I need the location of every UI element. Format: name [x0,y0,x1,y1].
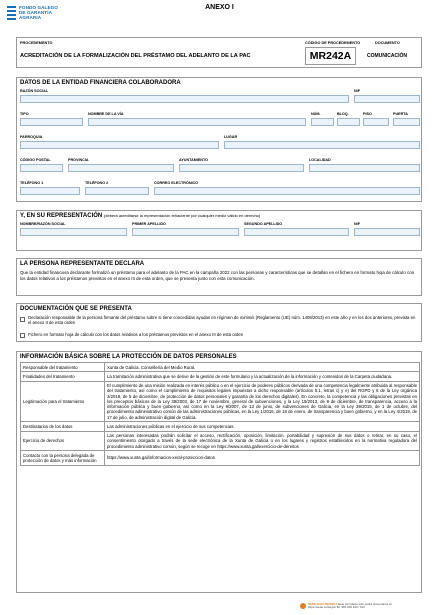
field-label: TELÉFONO 2 [85,181,109,185]
field-label: LOCALIDAD [309,158,331,162]
field-label: PRIMER APELLIDO [132,222,166,226]
telefono1-field[interactable] [20,187,80,195]
representative-section [16,210,422,251]
procedure-header [16,37,422,68]
section-title-wrap [20,213,260,219]
nif-field[interactable] [354,95,420,103]
field-label: SEGUNDO APELLIDO [244,222,283,226]
field-label: NÚM. [311,112,321,116]
bloque-field[interactable] [337,118,360,126]
section-title: DATOS DE LA ENTIDAD FINANCIERA COLABORADORA [20,80,181,86]
row-value: Xunta de Galicia. Consellería del Medio Rural. [105,363,420,372]
row-key: Responsable del tratamiento [21,363,105,372]
table-row [21,381,420,422]
lugar-field[interactable] [224,141,420,149]
declaration-section [16,258,422,296]
entity-section [16,77,422,202]
document-item-text: Declaración responsable de la persona firmante del préstamo sobre si tiene concedidas ayudas en régimen de [28,315,240,320]
field-label: PARROQUIA [20,135,43,139]
sede-electronica-icon [300,603,306,609]
primer-apellido-field[interactable] [132,228,239,236]
document-item-italic: minimis [239,315,255,320]
data-protection-section [16,351,422,593]
declaration-text: Que la entidad financiera declarante formalizó un préstamo para el adelanto de la PAC en la campaña 2022 con las personas y características que se detallan en el fichero en formato hoja de cálculo con los datos relativos a los préstamos previstos en el anexo III de esta orden, que se presenta junto con esta comunicación. [20,270,415,281]
logo-line: FONDO GALEGO [19,5,58,10]
row-key: Contacto con la persona delegada de protección de datos y más información [21,451,105,466]
data-protection-table [20,362,420,466]
table-row [21,451,420,466]
field-label: TIPO [20,112,29,116]
declaration-checkbox[interactable] [20,317,25,322]
footer-line: https://sede.xunta.gal Tel. 981 900 643 / 012 [308,605,365,610]
document-item-1 [28,315,418,326]
footer-brand: SEDE ELECTRÓNICA [308,602,338,606]
field-label: RAZÓN SOCIAL [20,89,49,93]
procedure-code-label: CÓDIGO DE PROCEDEMENTO [305,41,361,45]
section-title: Y, EN SU REPRESENTACIÓN [20,213,103,219]
document-item-text: (Reglamento (UE) núm. 1408/2013) en este año y en los dos anteriores, prevista en el anexo II de esta orden [28,315,416,326]
representative-nif-field[interactable] [354,228,420,236]
field-label: NOMBRE DE LA VÍA [88,112,124,116]
parroquia-field[interactable] [20,141,219,149]
field-label: PISO [363,112,372,116]
table-row [21,422,420,431]
field-label: LUGAR [224,135,238,139]
field-label: AYUNTAMIENTO [179,158,209,162]
field-label: PROVINCIA [68,158,89,162]
table-row [21,372,420,381]
document-type: COMUNICACIÓN [367,53,407,59]
nombre-field[interactable] [20,228,127,236]
field-label: CÓDIGO POSTAL [20,158,51,162]
procedure-code: MR242A [305,47,356,65]
procedure-name: ACREDITACIÓN DE LA FORMALIZACIÓN DEL PRÉSTAMO DEL ADELANTO DE LA PAC [20,53,251,59]
field-label: BLOQ. [337,112,349,116]
row-key: Destinatarios de los datos [21,422,105,431]
provincia-field[interactable] [68,164,174,172]
section-title-note: (deberá acreditarse la representación fehaciente por cualquier medio válido en derecho) [103,213,261,218]
row-key: Ejercicio de derechos [21,431,105,451]
correo-field[interactable] [154,187,420,195]
footer-text [308,603,392,610]
telefono2-field[interactable] [85,187,149,195]
spreadsheet-checkbox[interactable] [20,333,25,338]
localidad-field[interactable] [309,164,420,172]
row-value: El cumplimiento de una misión realizada en interés público o en el ejercicio de poderes públicos derivada de una competencia legalmente atribuida al responsable del tratamiento, así como el cumplimiento de requisitos legales impuestos a dicho responsable (artículos 6.1, letras c) y e) del RGPD y 8 de la Ley orgánica 3/2018, de 5 de diciembre, de protección de datos personales y garantía de los derechos digitales). En concreto, la competencia y las obligaciones previstas en los preceptos básicos de la Ley 38/2003, de 17 de noviembre, general de subvenciones, y la Ley 19/2013, de 9 de diciembre, de transparencia, acceso a la información pública y buen gobierno, así como en la Ley 9/2007, de 13 de junio, de subvenciones de Galicia, en la Ley 39/2015, de 1 de octubre, del procedimiento administrativo común de las administraciones públicas, en la Ley 1/2016, de 18 de enero, de transparencia y buen gobierno, y en la Ley 4/2019, de 17 de julio, de administración digital de Galicia. [105,381,420,422]
procedure-label: PROCEDEMENTO [20,41,53,45]
field-label: PUERTA [393,112,408,116]
field-label: CORREO ELECTRÓNICO [154,181,199,185]
table-row [21,431,420,451]
nombre-via-field[interactable] [88,118,306,126]
row-key: Finalidades del tratamiento [21,372,105,381]
logo-line: DE GARANTÍA [19,10,53,16]
row-key: Legitimación para el tratamiento [21,381,105,422]
tipo-field[interactable] [20,118,83,126]
section-title: DOCUMENTACIÓN QUE SE PRESENTA [20,306,132,312]
logo-line: AGRARIA [19,15,42,21]
field-label: NIF [354,89,360,93]
document-item-2: Fichero en formato hoja de cálculo con los datos relativos a los préstamos previstos en el anexo III de esta orden [28,332,244,337]
row-value: Las personas interesadas podrán solicitar el acceso, rectificación, oposición, limitación, portabilidad y supresión de sus datos o retirar, en su caso, el consentimiento otorgado a través de la sede electrónica de la Xunta de Galicia o en los lugares y registros establecidos en la normativa reguladora del procedimiento administrativo común, según se recoge en https://www.xunta.gal/exercicio-de-dereitos [105,431,420,451]
row-value: https://www.xunta.gal/informacion-xeral-proteccion-datos [105,451,420,466]
segundo-apellido-field[interactable] [244,228,349,236]
footer-line: Este formulario solo podrá presentarse en [338,602,393,606]
document-label: DOCUMENTO [375,41,400,45]
field-label: TELÉFONO 1 [20,181,44,185]
row-value: La tramitación administrativa que se derive de la gestión de este formulario y la actualización de la información y contenidos de la Carpeta ciudadana. [105,372,420,381]
field-label: NIF [354,222,360,226]
puerta-field[interactable] [393,118,420,126]
annex-title: ANEXO I [205,4,234,11]
section-title: LA PERSONA REPRESENTANTE DECLARA [20,261,145,267]
codigo-postal-field[interactable] [20,164,63,172]
numero-field[interactable] [311,118,334,126]
section-title: INFORMACIÓN BÁSICA SOBRE LA PROTECCIÓN DE DATOS PERSONALES [20,354,237,360]
ayuntamiento-field[interactable] [179,164,304,172]
field-label: NOMBRE/RAZÓN SOCIAL [20,222,66,226]
razon-social-field[interactable] [20,95,349,103]
piso-field[interactable] [363,118,389,126]
table-row [21,363,420,372]
row-value: Las administraciones públicas en el ejercicio de sus competencias. [105,422,420,431]
footer [300,603,436,610]
documentation-section [16,303,422,342]
